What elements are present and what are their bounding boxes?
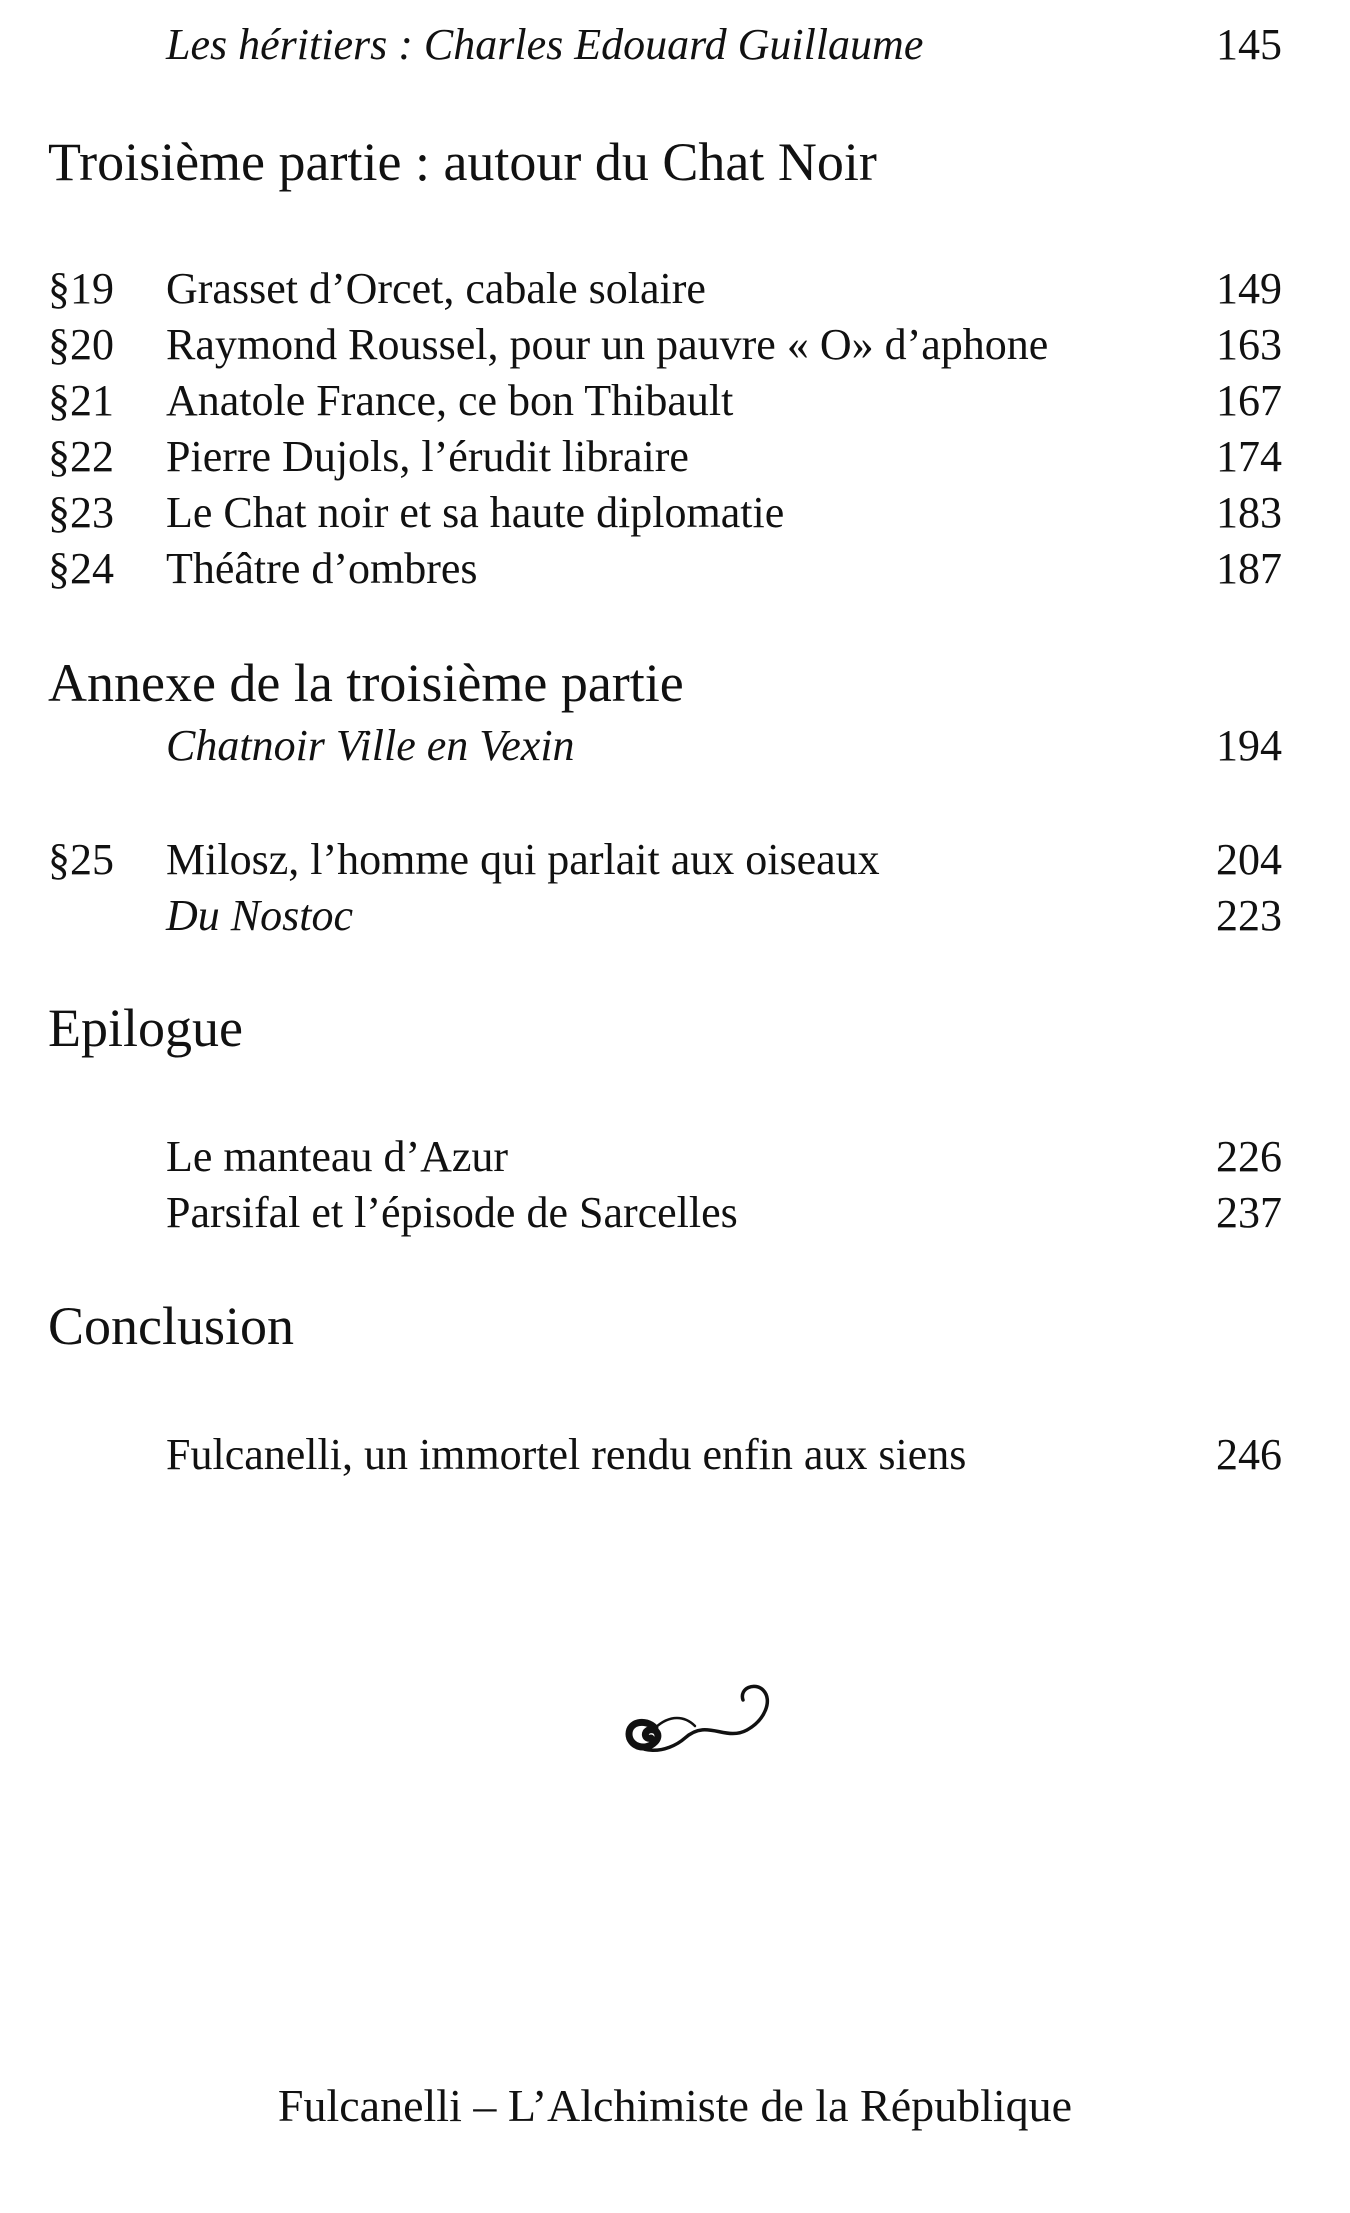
entry-number: §24 (48, 544, 114, 593)
entry-number: §19 (48, 264, 114, 313)
entry-page: 163 (1216, 320, 1282, 369)
section-heading-part3: Troisième partie : autour du Chat Noir (48, 132, 877, 192)
toc-entry (0, 17, 1350, 73)
entry-page: 194 (1216, 721, 1282, 770)
entry-number: §23 (48, 488, 114, 537)
entry-title: Parsifal et l’épisode de Sarcelles (166, 1188, 738, 1237)
section-heading-conclusion: Conclusion (48, 1296, 295, 1356)
entry-title: Grasset d’Orcet, cabale solaire (166, 264, 706, 313)
toc-entry (0, 832, 1350, 888)
toc-entry (0, 317, 1350, 373)
toc-entry (0, 485, 1350, 541)
entry-page: 246 (1216, 1430, 1282, 1479)
running-footer: Fulcanelli – L’Alchimiste de la République (277, 2080, 1073, 2131)
entry-title: Du Nostoc (166, 891, 353, 940)
toc-entry (0, 888, 1350, 944)
entry-page: 187 (1216, 544, 1282, 593)
toc-entry (0, 1185, 1350, 1241)
entry-title: Les héritiers : Charles Edouard Guillaume (166, 20, 924, 69)
entry-page: 167 (1216, 376, 1282, 425)
section-heading-epilogue: Epilogue (48, 998, 243, 1058)
entry-page: 204 (1216, 835, 1282, 884)
entry-title: Théâtre d’ombres (166, 544, 478, 593)
entry-title: Anatole France, ce bon Thibault (166, 376, 734, 425)
entry-page: 183 (1216, 488, 1282, 537)
entry-number: §25 (48, 835, 114, 884)
entry-page: 145 (1216, 20, 1282, 69)
entry-title: Chatnoir Ville en Vexin (166, 721, 575, 770)
toc-entry (0, 1427, 1350, 1483)
toc-entry (0, 373, 1350, 429)
entry-number: §21 (48, 376, 114, 425)
toc-entry (0, 261, 1350, 317)
entry-title: Le Chat noir et sa haute diplomatie (166, 488, 785, 537)
entry-page: 237 (1216, 1188, 1282, 1237)
entry-number: §22 (48, 432, 114, 481)
entry-number: §20 (48, 320, 114, 369)
entry-title: Milosz, l’homme qui parlait aux oiseaux (166, 835, 880, 884)
toc-entry (0, 429, 1350, 485)
entry-title: Fulcanelli, un immortel rendu enfin aux siens (166, 1430, 967, 1479)
entry-title: Raymond Roussel, pour un pauvre « O» d’aphone (166, 320, 1049, 369)
section-heading-annex: Annexe de la troisième partie (48, 653, 684, 713)
toc-entry (0, 718, 1350, 774)
toc-entry (0, 541, 1350, 597)
entry-page: 149 (1216, 264, 1282, 313)
entry-page: 226 (1216, 1132, 1282, 1181)
entry-title: Le manteau d’Azur (166, 1132, 509, 1181)
entry-page: 174 (1216, 432, 1282, 481)
entry-page: 223 (1216, 891, 1282, 940)
toc-entry (0, 1129, 1350, 1185)
entry-title: Pierre Dujols, l’érudit libraire (166, 432, 689, 481)
swirl-ornament-icon (615, 1670, 780, 1760)
